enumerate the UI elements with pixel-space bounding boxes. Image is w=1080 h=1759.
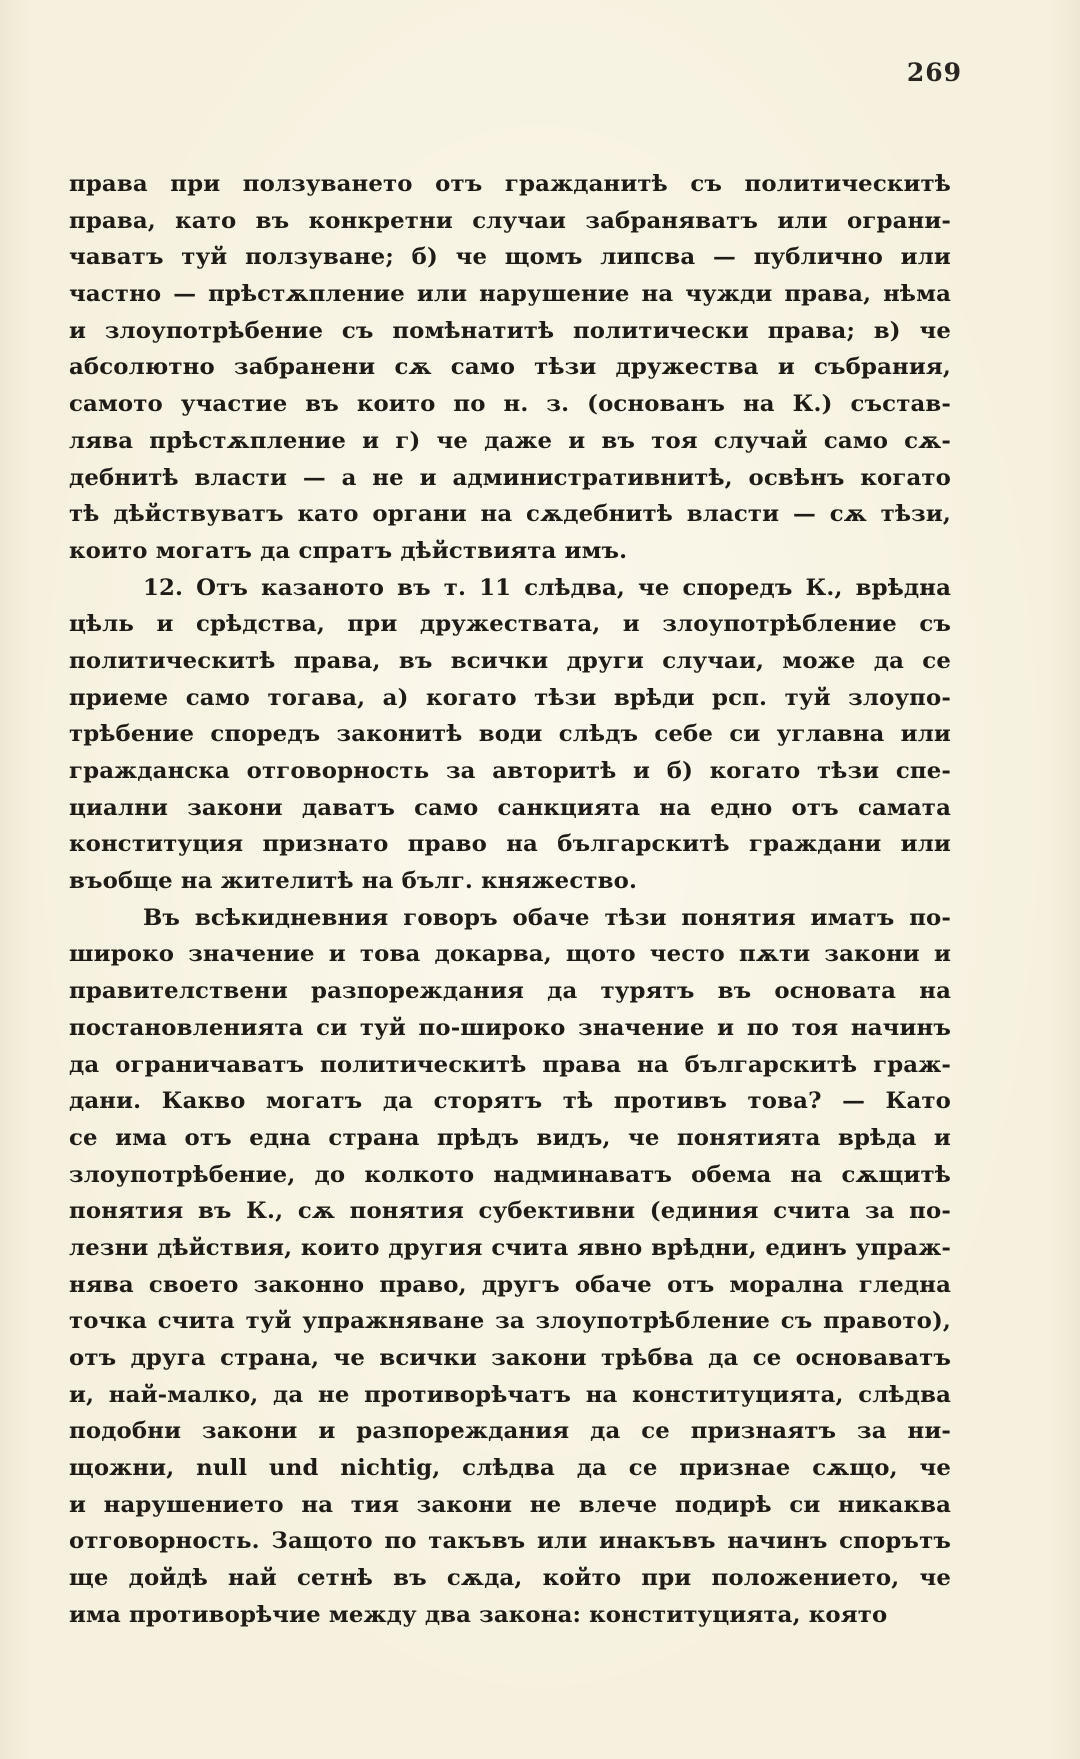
text-line: гражданска отговорность за авторитѣ и б) когато тѣзи спе-	[69, 758, 951, 784]
text-line: трѣбение споредъ законитѣ води слѣдъ себе си углавна или	[69, 721, 951, 748]
text-line: постановленията си туй по-широко значение и по тоя начинъ	[69, 1014, 951, 1041]
text-line: дебнитѣ власти — а не и административнитѣ, освѣнъ когато	[69, 464, 951, 491]
text-line: отговорность. Защото по такъвъ или инакъвъ начинъ спорътъ	[69, 1528, 951, 1555]
text-line: циални закони даватъ само санкцията на едно отъ самата	[69, 794, 951, 821]
text-line: и, най-малко, да не противорѣчатъ на конституцията, слѣдва	[69, 1381, 951, 1408]
paragraph-start-line: 12. Отъ казаното въ т. 11 слѣдва, че споредъ К., врѣдна	[143, 574, 951, 601]
text-line: права, като въ конкретни случаи забраняватъ или ограни-	[69, 207, 951, 234]
text-line: подобни закони и разпореждания да се признаятъ за ни-	[69, 1418, 951, 1445]
text-line: нява своето законно право, другъ обаче отъ морална гледна	[69, 1271, 951, 1298]
text-line: които могатъ да спратъ дѣйствията имъ.	[69, 537, 628, 564]
text-line: се има отъ една страна прѣдъ видъ, че понятията врѣда и	[69, 1124, 951, 1151]
text-line: понятия въ К., сѫ понятия субективни (единия счита за по-	[69, 1198, 951, 1225]
text-line: щожни, null und nichtig, слѣдва да се признае сѫщо, че	[69, 1455, 951, 1482]
text-line: въобще на жителитѣ на бълг. княжество.	[69, 868, 638, 895]
text-line: има противорѣчие между два закона: конституцията, която	[69, 1601, 888, 1628]
text-line: частно — прѣстѫпление или нарушение на чужди права, нѣма	[69, 281, 951, 308]
text-line: самото участие въ които по н. з. (основанъ на К.) състав-	[69, 391, 951, 418]
text-line: политическитѣ права, въ всички други случаи, може да се	[69, 647, 951, 674]
text-line: конституция признато право на българскитѣ граждани или	[69, 831, 951, 858]
text-line: цѣль и срѣдства, при дружествата, и злоупотрѣбление съ	[69, 611, 951, 638]
body-text	[69, 166, 951, 1634]
text-line: злоупотрѣбение, до колкото надминаватъ обема на сѫщитѣ	[69, 1161, 951, 1188]
paragraph-start-line: Въ всѣкидневния говоръ обаче тѣзи понятия иматъ по-	[143, 904, 951, 931]
text-line: ще дойдѣ най сетнѣ въ сѫда, който при положението, че	[69, 1565, 951, 1592]
text-line: и злоупотрѣбение съ помѣнатитѣ политически права; в) че	[69, 317, 951, 344]
text-line: тѣ дѣйствуватъ като органи на сѫдебнитѣ власти — сѫ тѣзи,	[69, 501, 951, 528]
text-line: приеме само тогава, а) когато тѣзи врѣди рсп. туй злоупо-	[69, 684, 951, 711]
text-line: права при ползуването отъ гражданитѣ съ политическитѣ	[69, 171, 951, 197]
page-number: 269	[906, 58, 962, 87]
text-line: правителствени разпореждания да турятъ въ основата на	[69, 978, 951, 1005]
text-line: широко значение и това докарва, щото често пѫти закони и	[69, 941, 951, 968]
text-line: да ограничаватъ политическитѣ права на българскитѣ граж-	[69, 1051, 951, 1078]
text-line: чаватъ туй ползуване; б) че щомъ липсва — публично или	[69, 244, 951, 271]
text-line: лява прѣстѫпление и г) че даже и въ тоя случай само сѫ-	[69, 427, 951, 454]
text-line: точка счита туй упражняване за злоупотрѣбление съ правото),	[69, 1308, 951, 1335]
text-line: отъ друга страна, че всички закони трѣбва да се основаватъ	[69, 1345, 951, 1371]
text-line: дани. Какво могатъ да сторятъ тѣ противъ това? — Като	[69, 1088, 951, 1115]
text-line: лезни дѣйствия, които другия счита явно врѣдни, единъ упраж-	[69, 1234, 951, 1261]
text-line: абсолютно забранени сѫ само тѣзи дружества и събрания,	[69, 354, 951, 381]
text-line: и нарушението на тия закони не влече подирѣ си никаква	[69, 1491, 951, 1518]
